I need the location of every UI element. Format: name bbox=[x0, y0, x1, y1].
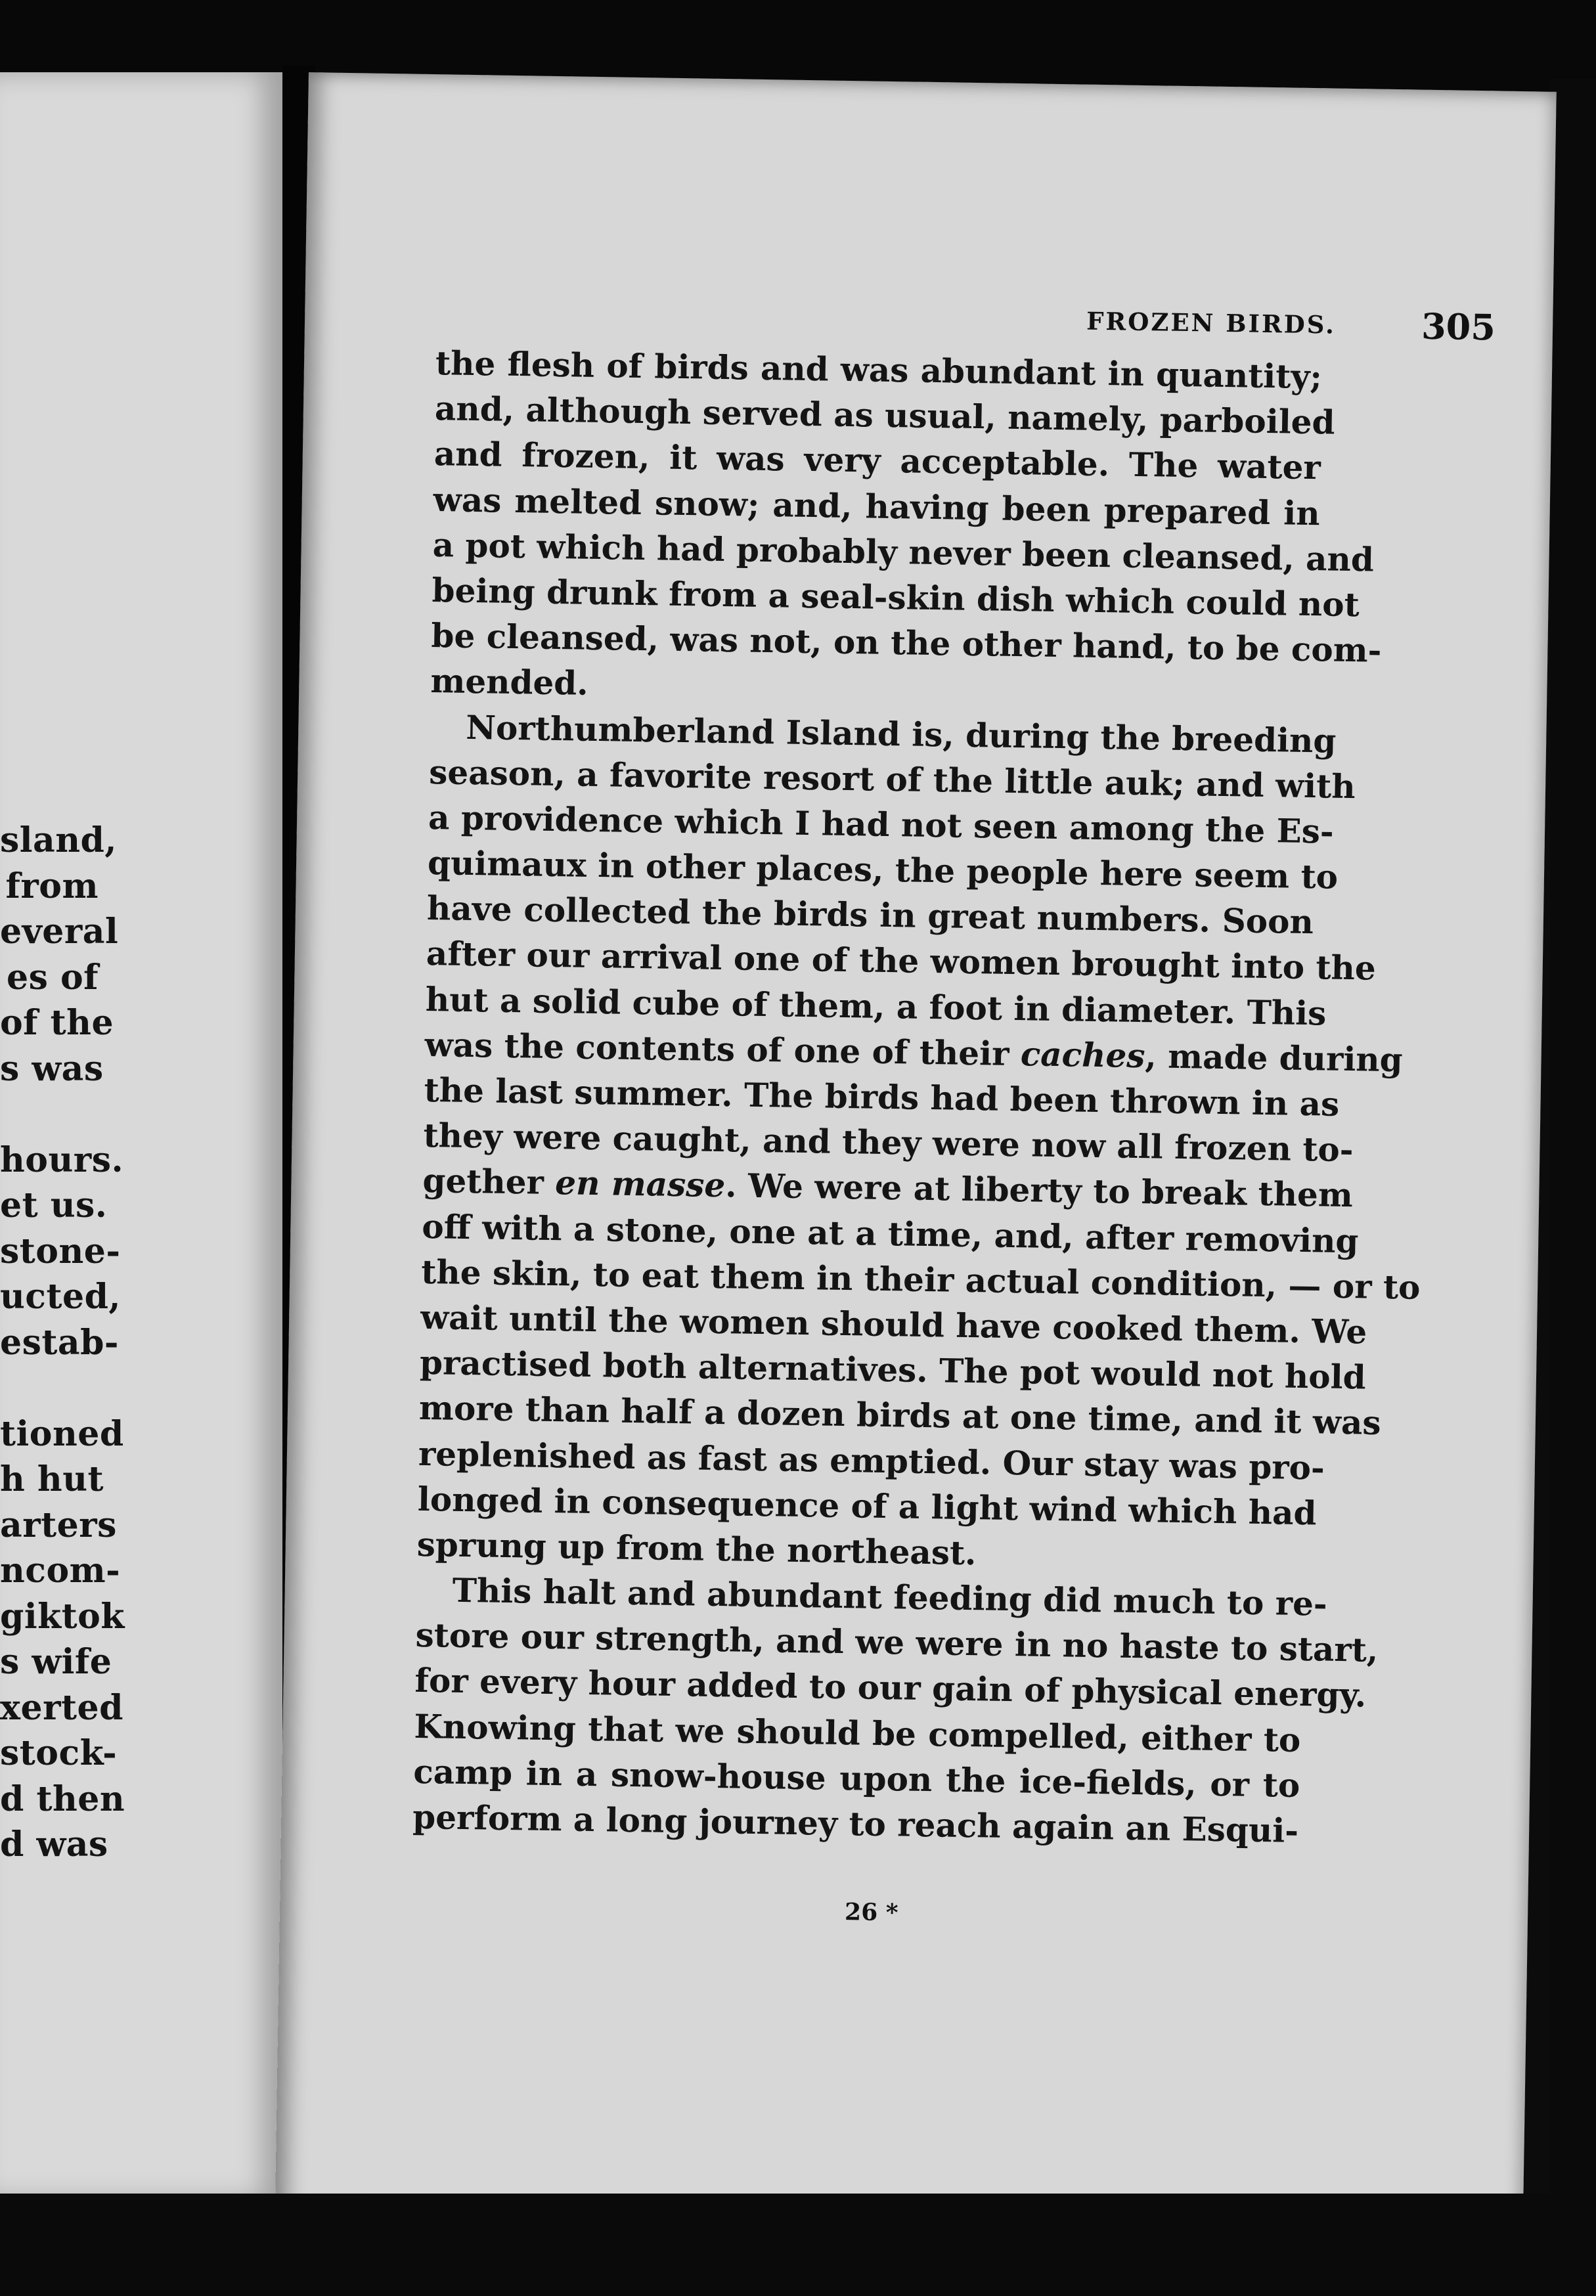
facing-text-fragment: d was bbox=[0, 1824, 108, 1865]
facing-text-fragment: from bbox=[5, 866, 99, 906]
page-305 bbox=[275, 72, 1557, 2232]
text-line: longed in consequence of a light wind which had bbox=[417, 1479, 1317, 1533]
text-line: the flesh of birds and was abundant in quantity; bbox=[435, 343, 1323, 397]
facing-text-fragment: sland, bbox=[0, 820, 117, 860]
text-line: store our strength, and we were in no haste to start, bbox=[415, 1616, 1379, 1670]
italic-term: en masse bbox=[554, 1163, 726, 1205]
text-line: was the contents of one of their caches, made during bbox=[424, 1025, 1404, 1080]
facing-page-text bbox=[0, 818, 125, 1868]
text-line: Northumberland Island is, during the breeding bbox=[465, 707, 1337, 761]
page-header bbox=[436, 290, 1496, 349]
facing-text-fragment: s wife bbox=[0, 1642, 112, 1682]
text-line: a providence which I had not seen among the Es- bbox=[428, 797, 1335, 851]
text-line: more than half a dozen birds at one time, and it was bbox=[418, 1388, 1381, 1443]
text-line: Knowing that we should be compelled, either to bbox=[414, 1706, 1301, 1759]
signature-mark: 26 * bbox=[844, 1898, 898, 1927]
facing-text-fragment: ncom- bbox=[0, 1551, 121, 1591]
facing-text-fragment: of the bbox=[0, 1003, 114, 1043]
text-line: sprung up from the northeast. bbox=[416, 1524, 977, 1573]
facing-text-fragment: es of bbox=[6, 957, 99, 998]
facing-text-fragment: arters bbox=[0, 1505, 117, 1545]
text-line: perform a long journey to reach again an Esqui- bbox=[412, 1797, 1299, 1850]
paragraph-gap bbox=[0, 1365, 99, 1411]
text-line: hut a solid cube of them, a foot in diameter. This bbox=[425, 979, 1327, 1033]
facing-text-fragment: h hut bbox=[0, 1459, 104, 1499]
text-line: replenished as fast as emptied. Our stay was pro- bbox=[418, 1434, 1325, 1488]
text-line: being drunk from a seal-skin dish which could not bbox=[432, 570, 1360, 625]
facing-text-fragment: s was bbox=[0, 1048, 104, 1089]
text-line: after our arrival one of the women brought into the bbox=[426, 934, 1377, 988]
facing-text-fragment: estab- bbox=[0, 1322, 120, 1363]
text-line: the last summer. The birds had been thrown in as bbox=[424, 1070, 1340, 1124]
text-line: was melted snow; and, having been prepared in bbox=[433, 479, 1321, 533]
facing-text-fragment: tioned bbox=[0, 1413, 124, 1454]
text-line: wait until the women should have cooked them. We bbox=[420, 1297, 1367, 1352]
text-line: and, although served as usual, namely, parboiled bbox=[434, 389, 1335, 442]
scan-bottom-border bbox=[0, 2194, 1596, 2296]
facing-text-fragment: ucted, bbox=[0, 1277, 122, 1317]
text-line: be cleansed, was not, on the other hand, to be com- bbox=[431, 616, 1382, 670]
facing-text-fragment: hours. bbox=[0, 1139, 124, 1180]
facing-text-fragment: stone- bbox=[0, 1231, 121, 1271]
text-line: and frozen, it was very acceptable. The water bbox=[433, 434, 1321, 487]
text-line: mended. bbox=[430, 661, 589, 703]
facing-text-fragment: everal bbox=[0, 912, 119, 952]
text-line: camp in a snow-house upon the ice-fields, or to bbox=[412, 1752, 1300, 1805]
paragraph-gap bbox=[0, 1092, 99, 1137]
scan-right-border bbox=[1550, 79, 1596, 2220]
text-line: the skin, to eat them in their actual condition, — or to bbox=[420, 1252, 1421, 1307]
page-number: 305 bbox=[1421, 305, 1496, 349]
text-line: practised both alternatives. The pot would not hold bbox=[419, 1343, 1367, 1397]
facing-text-fragment: giktok bbox=[0, 1596, 125, 1637]
text-line: for every hour added to our gain of physical energy. bbox=[414, 1661, 1367, 1715]
text-line: a pot which had probably never been cleansed, and bbox=[432, 525, 1375, 579]
text-line: gether en masse. We were at liberty to break them bbox=[422, 1161, 1354, 1215]
facing-text-fragment: d then bbox=[0, 1778, 125, 1819]
facing-text-fragment: xerted bbox=[0, 1687, 123, 1728]
running-head: FROZEN BIRDS. bbox=[1086, 306, 1337, 340]
text-line: season, a favorite resort of the little auk; and with bbox=[428, 752, 1356, 806]
text-line: off with a stone, one at a time, and, after removing bbox=[421, 1206, 1359, 1260]
text-line: quimaux in other places, the people here seem to bbox=[427, 843, 1339, 896]
italic-term: caches bbox=[1020, 1034, 1145, 1075]
body-text bbox=[412, 340, 1421, 1853]
text-line: This halt and abundant feeding did much to re- bbox=[452, 1570, 1328, 1623]
facing-text-fragment: stock- bbox=[0, 1733, 118, 1773]
text-line: have collected the birds in great numbers. Soon bbox=[426, 889, 1314, 942]
text-line: they were caught, and they were now all frozen to- bbox=[423, 1116, 1354, 1170]
facing-text-fragment: et us. bbox=[0, 1185, 108, 1225]
